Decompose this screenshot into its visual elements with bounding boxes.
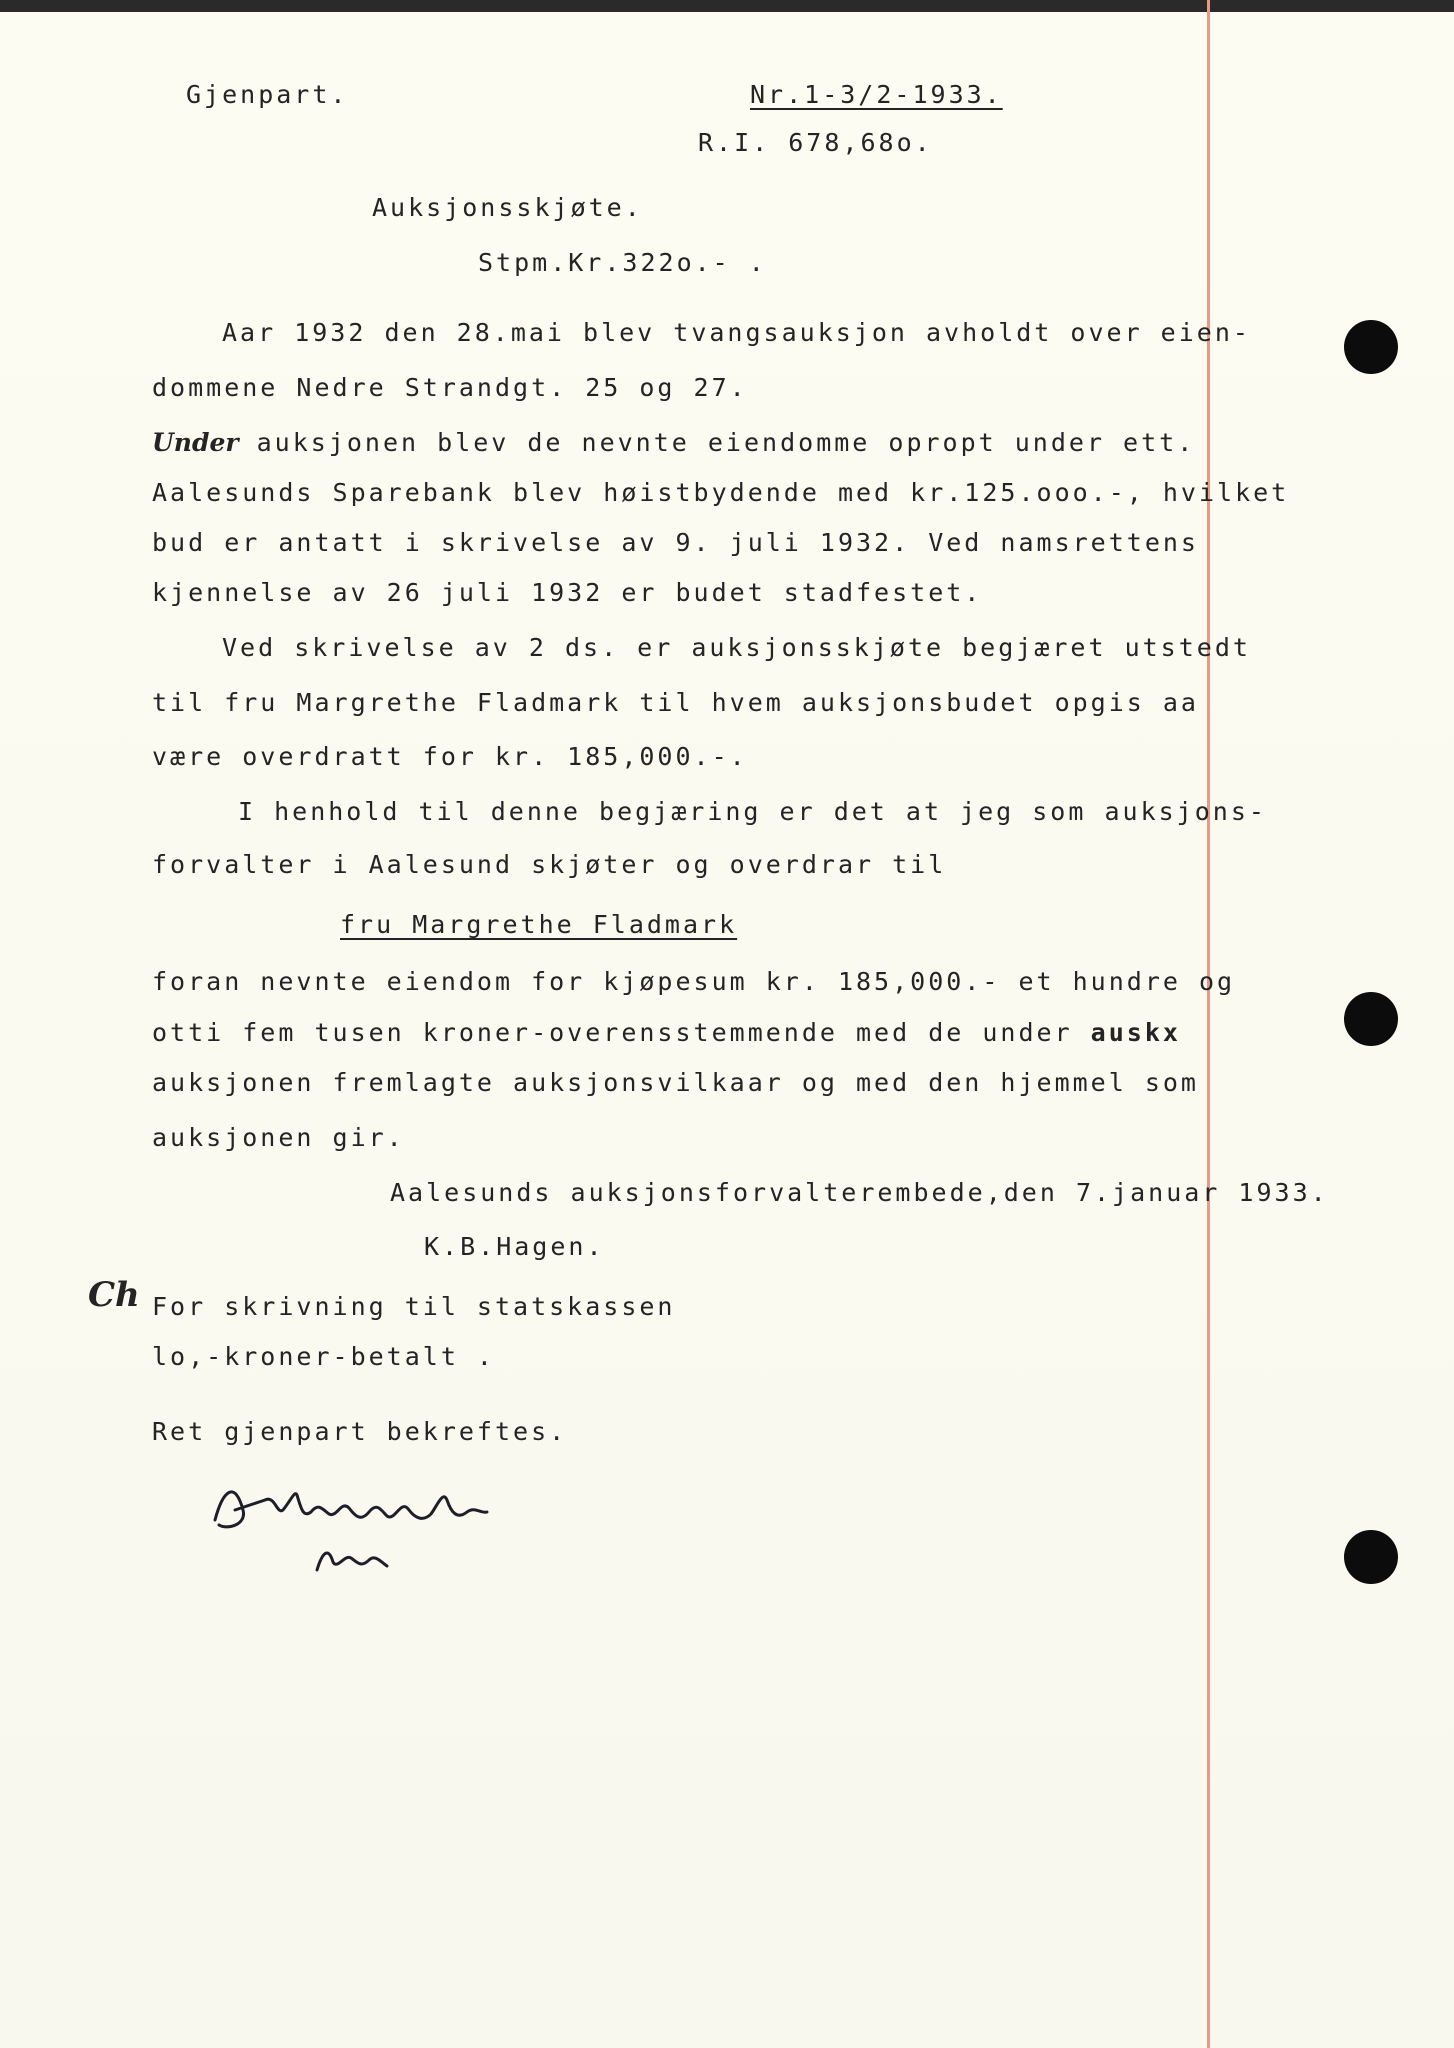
body-line: I henhold til denne begjæring er det at jeg som auksjons- xyxy=(238,797,1267,826)
scan-edge xyxy=(0,0,1454,12)
body-line: otti fem tusen kroner-overensstemmende med de under auskx xyxy=(152,1018,1181,1047)
punch-hole xyxy=(1344,320,1398,374)
body-line: auksjonen gir. xyxy=(152,1123,405,1152)
fee-note: For skrivning til statskassen xyxy=(152,1292,676,1321)
stamp-duty: Stpm.Kr.322o.- . xyxy=(478,248,767,277)
body-line: forvalter i Aalesund skjøter og overdrar til xyxy=(152,850,947,879)
grantee-name: fru Margrethe Fladmark xyxy=(340,910,738,939)
handwritten-signature xyxy=(205,1470,545,1580)
attestation: Ret gjenpart bekreftes. xyxy=(152,1417,568,1446)
body-line: foran nevnte eiendom for kjøpesum kr. 185,000.- et hundre og xyxy=(152,967,1236,996)
document-number: Nr.1-3/2-1933. xyxy=(750,80,1003,109)
margin-rule xyxy=(1207,0,1210,2048)
body-line: Aar 1932 den 28.mai blev tvangsauksjon avholdt over eien- xyxy=(222,318,1251,347)
fee-note: lo,-kroner-betalt . xyxy=(152,1342,495,1371)
body-line: være overdratt for kr. 185,000.-. xyxy=(152,742,748,771)
punch-hole xyxy=(1344,1530,1398,1584)
document-title: Auksjonsskjøte. xyxy=(372,193,643,222)
body-line: til fru Margrethe Fladmark til hvem auksjonsbudet opgis aa xyxy=(152,688,1199,717)
body-line: Under auksjonen blev de nevnte eiendomme opropt under ett. xyxy=(152,428,1196,457)
body-line: kjennelse av 26 juli 1932 er budet stadfestet. xyxy=(152,578,983,607)
body-line: Ved skrivelse av 2 ds. er auksjonsskjøte begjæret utstedt xyxy=(222,633,1251,662)
body-line: dommene Nedre Strandgt. 25 og 27. xyxy=(152,373,748,402)
register-reference: R.I. 678,68o. xyxy=(698,128,933,157)
body-line: Aalesunds Sparebank blev høistbydende med kr.125.ooo.-, hvilket xyxy=(152,478,1290,507)
punch-hole xyxy=(1344,992,1398,1046)
place-date: Aalesunds auksjonsforvalterembede,den 7.januar 1933. xyxy=(390,1178,1329,1207)
signer-name: K.B.Hagen. xyxy=(424,1232,605,1261)
body-line: bud er antatt i skrivelse av 9. juli 1932. Ved namsrettens xyxy=(152,528,1199,557)
margin-initials: Ch xyxy=(88,1275,140,1315)
header-label: Gjenpart. xyxy=(186,80,349,109)
body-line: auksjonen fremlagte auksjonsvilkaar og med den hjemmel som xyxy=(152,1068,1199,1097)
handwritten-correction: Under xyxy=(152,428,239,457)
struck-text: auskx xyxy=(1090,1018,1181,1047)
